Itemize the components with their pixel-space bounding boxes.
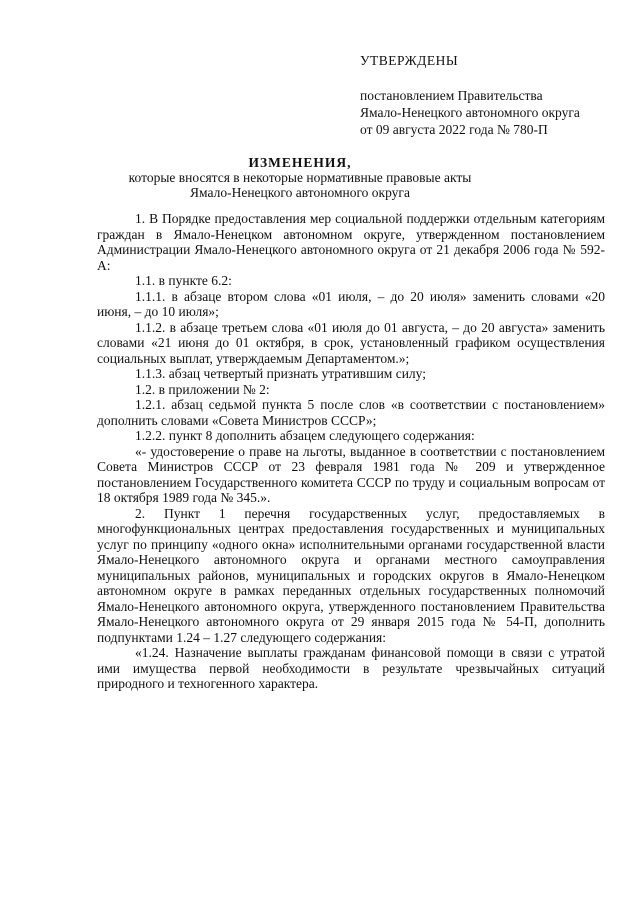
paragraph: 1.1.3. абзац четвертый признать утратившим силу; <box>135 366 426 381</box>
document-body <box>97 211 605 692</box>
paragraph: 1.2.2. пункт 8 дополнить абзацем следующего содержания: <box>135 428 475 443</box>
document-subtitle-line: которые вносятся в некоторые нормативные правовые акты <box>128 170 472 185</box>
document-title: ИЗМЕНЕНИЯ, <box>248 155 352 170</box>
approval-line: от 09 августа 2022 года № 780-П <box>360 122 548 137</box>
paragraph: 1.1.1. в абзаце втором слова «01 июля, – до 20 июля» заменить словами «20 июня, – до 10 июля»; <box>97 288 605 319</box>
approval-line: постановлением Правительства <box>360 88 543 103</box>
document-subtitle-line: Ямало-Ненецкого автономного округа <box>190 185 410 200</box>
paragraph: «- удостоверение о праве на льготы, выданное в соответствии с постановлением Совета Министров СССР от 23 февраля 1981 года № 209 и утвержденное постановлением Государственного комитета СССР по труду и социальным вопросам от 18 октября 1989 года № 345.». <box>97 443 605 505</box>
approval-line: Ямало-Ненецкого автономного округа <box>360 105 580 120</box>
paragraph: 1.2.1. абзац седьмой пункта 5 после слов «в соответствии с постановлением» дополнить словами «Совета Министров СССР»; <box>97 397 605 428</box>
approval-stamp <box>360 52 620 138</box>
approval-heading: УТВЕРЖДЕНЫ <box>360 53 459 68</box>
paragraph: 1. В Порядке предоставления мер социальной поддержки отдельным категориям граждан в Ямало-Ненецком автономном округе, утвержденном постановлением Администрации Ямало-Ненецкого автономного округа от 21 декабря 2006 года № 592-А: <box>97 211 605 273</box>
paragraph: 1.1.2. в абзаце третьем слова «01 июля до 01 августа, – до 20 августа» заменить словами «21 июня до 01 октября, в срок, установленный графиком осуществления социальных выплат, утверждаемым Департаментом.»; <box>97 319 605 366</box>
paragraph: 1.2. в приложении № 2: <box>135 381 270 397</box>
paragraph: 1.1. в пункте 6.2: <box>135 273 232 288</box>
paragraph: «1.24. Назначение выплаты гражданам финансовой помощи в связи с утратой ими имущества первой необходимости в результате чрезвычайных ситуаций природного и техногенного характера. <box>97 645 605 691</box>
paragraph: 2. Пункт 1 перечня государственных услуг, предоставляемых в многофункциональных центрах предоставления государственных и муниципальных услуг по принципу «одного окна» исполнительными органами государственной власти Ямало-Ненецкого автономного округа и органами местного самоуправления муниципальных районов, муниципальных и городских округов в Ямало-Ненецком автономном округе в рамках переданных отдельных государственных полномочий Ямало-Ненецкого автономного округа, утвержденного постановлением Правительства Ямало-Ненецкого автономного округа от 29 января 2015 года № 54-П, дополнить подпунктами 1.24 – 1.27 следующего содержания: <box>97 505 605 645</box>
document-title-block <box>100 155 500 200</box>
